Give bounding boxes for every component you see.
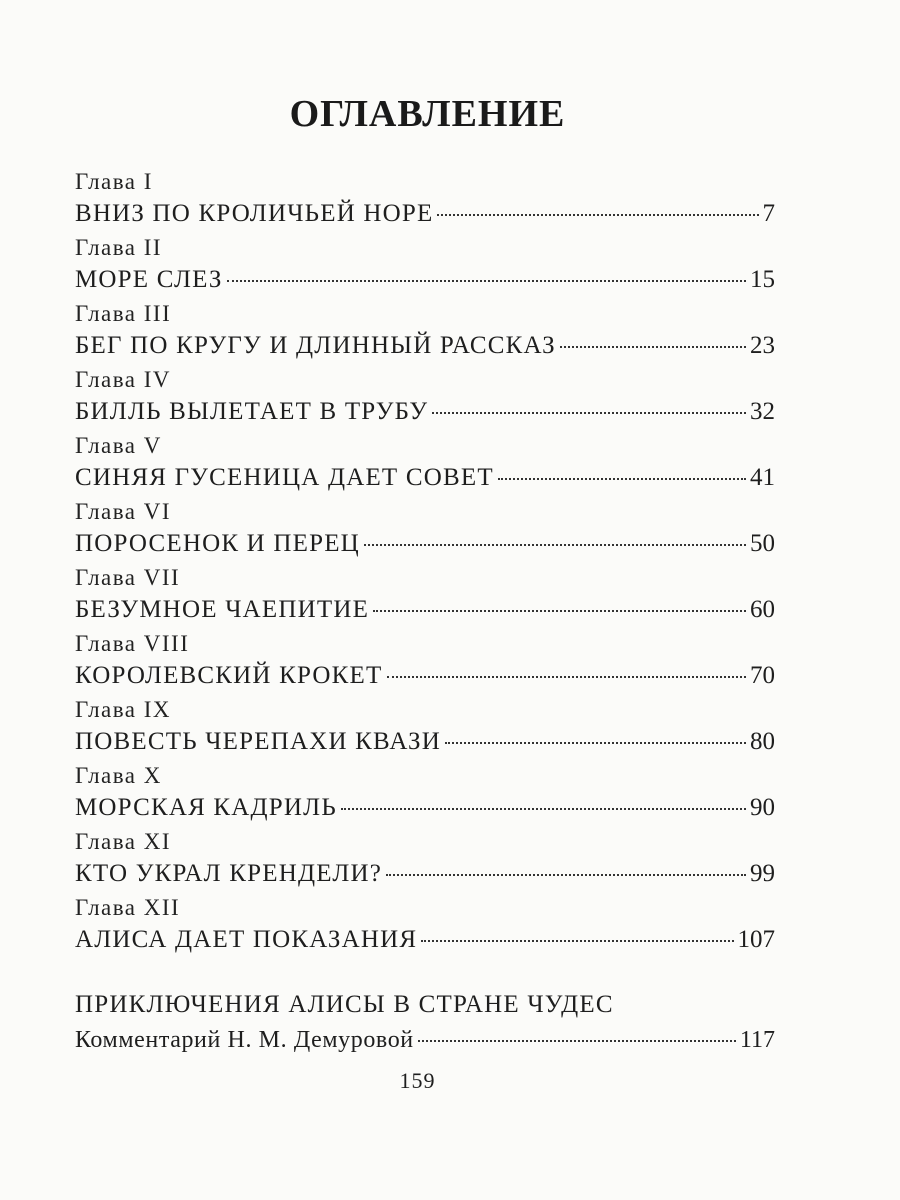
toc-entry xyxy=(75,894,775,960)
chapter-title: БИЛЛЬ ВЫЛЕТАЕТ В ТРУБУ xyxy=(75,398,429,425)
dot-leader xyxy=(445,742,746,744)
chapter-title: КТО УКРАЛ КРЕНДЕЛИ? xyxy=(75,860,383,887)
chapter-page-number: 23 xyxy=(750,332,775,359)
commentary-row xyxy=(75,1022,775,1058)
toc-row xyxy=(75,196,775,232)
chapter-label: Глава II xyxy=(75,235,163,260)
chapter-page-number: 107 xyxy=(737,926,775,953)
toc-row xyxy=(75,262,775,298)
chapter-label: Глава VII xyxy=(75,565,181,590)
chapter-label: Глава VI xyxy=(75,499,172,524)
chapter-title: БЕГ ПО КРУГУ И ДЛИННЫЙ РАССКАЗ xyxy=(75,332,556,359)
chapter-title: АЛИСА ДАЕТ ПОКАЗАНИЯ xyxy=(75,926,418,953)
chapter-title: БЕЗУМНОЕ ЧАЕПИТИЕ xyxy=(75,596,370,623)
dot-leader xyxy=(227,280,746,282)
chapter-title: МОРСКАЯ КАДРИЛЬ xyxy=(75,794,337,821)
dot-leader xyxy=(421,940,733,942)
toc-row xyxy=(75,922,775,958)
chapter-page-number: 15 xyxy=(750,266,775,293)
toc-entry xyxy=(75,630,775,696)
chapter-label: Глава IX xyxy=(75,697,172,722)
toc-row xyxy=(75,658,775,694)
toc-entry xyxy=(75,762,775,828)
chapter-label: Глава X xyxy=(75,763,162,788)
toc-entry xyxy=(75,234,775,300)
dot-leader xyxy=(387,676,747,678)
chapter-label: Глава IV xyxy=(75,367,172,392)
toc-entry xyxy=(75,366,775,432)
chapter-label: Глава I xyxy=(75,169,153,194)
chapter-title: КОРОЛЕВСКИЙ КРОКЕТ xyxy=(75,662,383,689)
chapter-label: Глава III xyxy=(75,301,172,326)
dot-leader xyxy=(386,874,746,876)
chapter-label: Глава V xyxy=(75,433,162,458)
toc-row xyxy=(75,526,775,562)
chapter-page-number: 70 xyxy=(750,662,775,689)
page-number: 159 xyxy=(399,1068,436,1093)
toc-entry xyxy=(75,498,775,564)
chapter-page-number: 32 xyxy=(750,398,775,425)
chapter-title: СИНЯЯ ГУСЕНИЦА ДАЕТ СОВЕТ xyxy=(75,464,494,491)
toc-row xyxy=(75,592,775,628)
chapter-title: ПОРОСЕНОК И ПЕРЕЦ xyxy=(75,530,360,557)
table-of-contents xyxy=(75,168,775,960)
toc-row xyxy=(75,856,775,892)
toc-row xyxy=(75,790,775,826)
dot-leader xyxy=(560,346,746,348)
commentary-entry xyxy=(75,988,775,1058)
chapter-label: Глава XII xyxy=(75,895,181,920)
chapter-page-number: 60 xyxy=(750,596,775,623)
toc-row xyxy=(75,460,775,496)
chapter-page-number: 7 xyxy=(762,200,775,227)
page-title: ОГЛАВЛЕНИЕ xyxy=(289,93,566,135)
chapter-title: МОРЕ СЛЕЗ xyxy=(75,266,223,293)
chapter-title: ПОВЕСТЬ ЧЕРЕПАХИ КВАЗИ xyxy=(75,728,441,755)
chapter-label: Глава VIII xyxy=(75,631,190,656)
chapter-page-number: 50 xyxy=(750,530,775,557)
chapter-title: ВНИЗ ПО КРОЛИЧЬЕЙ НОРЕ xyxy=(75,200,434,227)
toc-entry xyxy=(75,168,775,234)
chapter-page-number: 90 xyxy=(750,794,775,821)
commentary-title: Комментарий Н. М. Демуровой xyxy=(75,1027,414,1053)
commentary-heading: ПРИКЛЮЧЕНИЯ АЛИСЫ В СТРАНЕ ЧУДЕС xyxy=(75,991,614,1018)
toc-entry xyxy=(75,696,775,762)
chapter-page-number: 41 xyxy=(750,464,775,491)
dot-leader xyxy=(364,544,746,546)
toc-entry xyxy=(75,432,775,498)
dot-leader xyxy=(341,808,746,810)
toc-entry xyxy=(75,300,775,366)
dot-leader xyxy=(437,214,758,216)
toc-row xyxy=(75,394,775,430)
chapter-label: Глава XI xyxy=(75,829,172,854)
dot-leader xyxy=(418,1040,736,1042)
toc-entry xyxy=(75,828,775,894)
dot-leader xyxy=(373,610,746,612)
toc-row xyxy=(75,328,775,364)
toc-entry xyxy=(75,564,775,630)
chapter-page-number: 80 xyxy=(750,728,775,755)
toc-row xyxy=(75,724,775,760)
commentary-page-number: 117 xyxy=(739,1027,775,1053)
dot-leader xyxy=(432,412,746,414)
chapter-page-number: 99 xyxy=(750,860,775,887)
dot-leader xyxy=(498,478,746,480)
